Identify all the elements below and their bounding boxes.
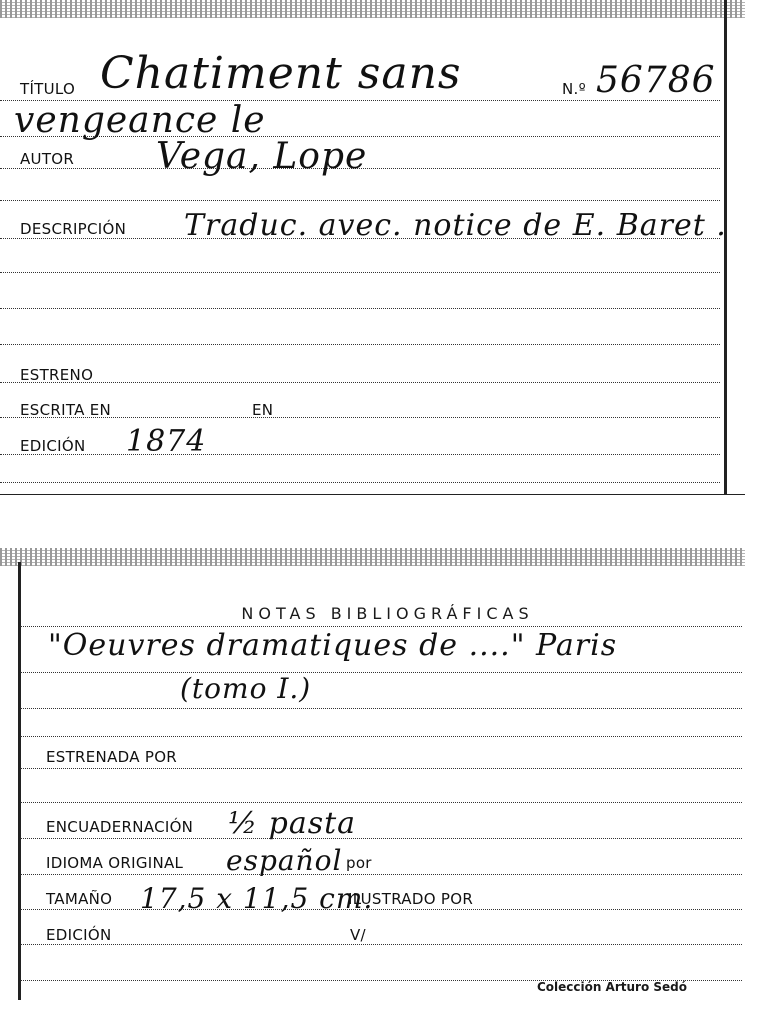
- catalog-card-back: [0, 548, 745, 1000]
- label-edicion-back: EDICIÓN: [46, 926, 112, 944]
- label-estrenada-por: ESTRENADA POR: [46, 748, 178, 766]
- label-edicion: EDICIÓN: [20, 437, 86, 455]
- rule-line: [20, 802, 742, 803]
- notes-heading: NOTAS BIBLIOGRÁFICAS: [241, 604, 534, 623]
- handwritten-notes-line-2: (tomo I.): [180, 672, 312, 705]
- rule-line: [20, 838, 742, 839]
- scan-edge-top: [0, 0, 745, 18]
- handwritten-title-line-2: vengeance le: [14, 100, 266, 141]
- rule-line: [0, 308, 720, 309]
- rule-line: [20, 708, 742, 709]
- handwritten-binding: ½ pasta: [228, 806, 357, 841]
- label-idioma-original: IDIOMA ORIGINAL: [46, 854, 184, 872]
- rule-line: [20, 909, 742, 910]
- label-estreno: ESTRENO: [20, 366, 94, 384]
- card-right-edge: [724, 0, 727, 495]
- label-ilustrado-por: ILUSTRADO POR: [348, 890, 474, 908]
- rule-line: [20, 944, 742, 945]
- rule-line: [0, 272, 720, 273]
- scan-edge-top: [0, 548, 745, 566]
- handwritten-language: español: [226, 844, 343, 877]
- handwritten-title-line-1: Chatiment sans: [100, 48, 462, 99]
- label-numero: N.º: [562, 80, 586, 98]
- handwritten-edition-year: 1874: [126, 424, 207, 459]
- handwritten-size: 17,5 x 11,5 cm.: [140, 882, 374, 915]
- label-tamano: TAMAÑO: [46, 890, 113, 908]
- label-escrita-en: ESCRITA EN: [20, 401, 112, 419]
- rule-line: [20, 768, 742, 769]
- rule-line: [0, 200, 720, 201]
- rule-line: [20, 874, 742, 875]
- label-v: V/: [350, 926, 366, 944]
- label-descripcion: DESCRIPCIÓN: [20, 220, 127, 238]
- label-titulo: TÍTULO: [20, 80, 76, 98]
- rule-line: [20, 736, 742, 737]
- catalog-card-front: [0, 0, 745, 495]
- rule-line: [0, 344, 720, 345]
- handwritten-author: Vega, Lope: [156, 136, 368, 177]
- label-en: EN: [252, 401, 274, 419]
- card-bottom-edge: [0, 494, 745, 495]
- label-por: por: [346, 854, 372, 872]
- label-autor: AUTOR: [20, 150, 75, 168]
- label-encuadernacion: ENCUADERNACIÓN: [46, 818, 194, 836]
- rule-line: [0, 454, 720, 455]
- handwritten-notes-line-1: "Oeuvres dramatiques de ...." Paris: [48, 628, 618, 663]
- rule-line: [20, 672, 742, 673]
- rule-line: [0, 482, 720, 483]
- rule-line: [20, 626, 742, 627]
- card-left-edge: [18, 562, 21, 1000]
- handwritten-description: Traduc. avec. notice de E. Baret .: [184, 208, 727, 243]
- handwritten-number: 56786: [596, 60, 716, 101]
- collection-credit: Colección Arturo Sedó: [536, 980, 687, 994]
- rule-line: [0, 382, 720, 383]
